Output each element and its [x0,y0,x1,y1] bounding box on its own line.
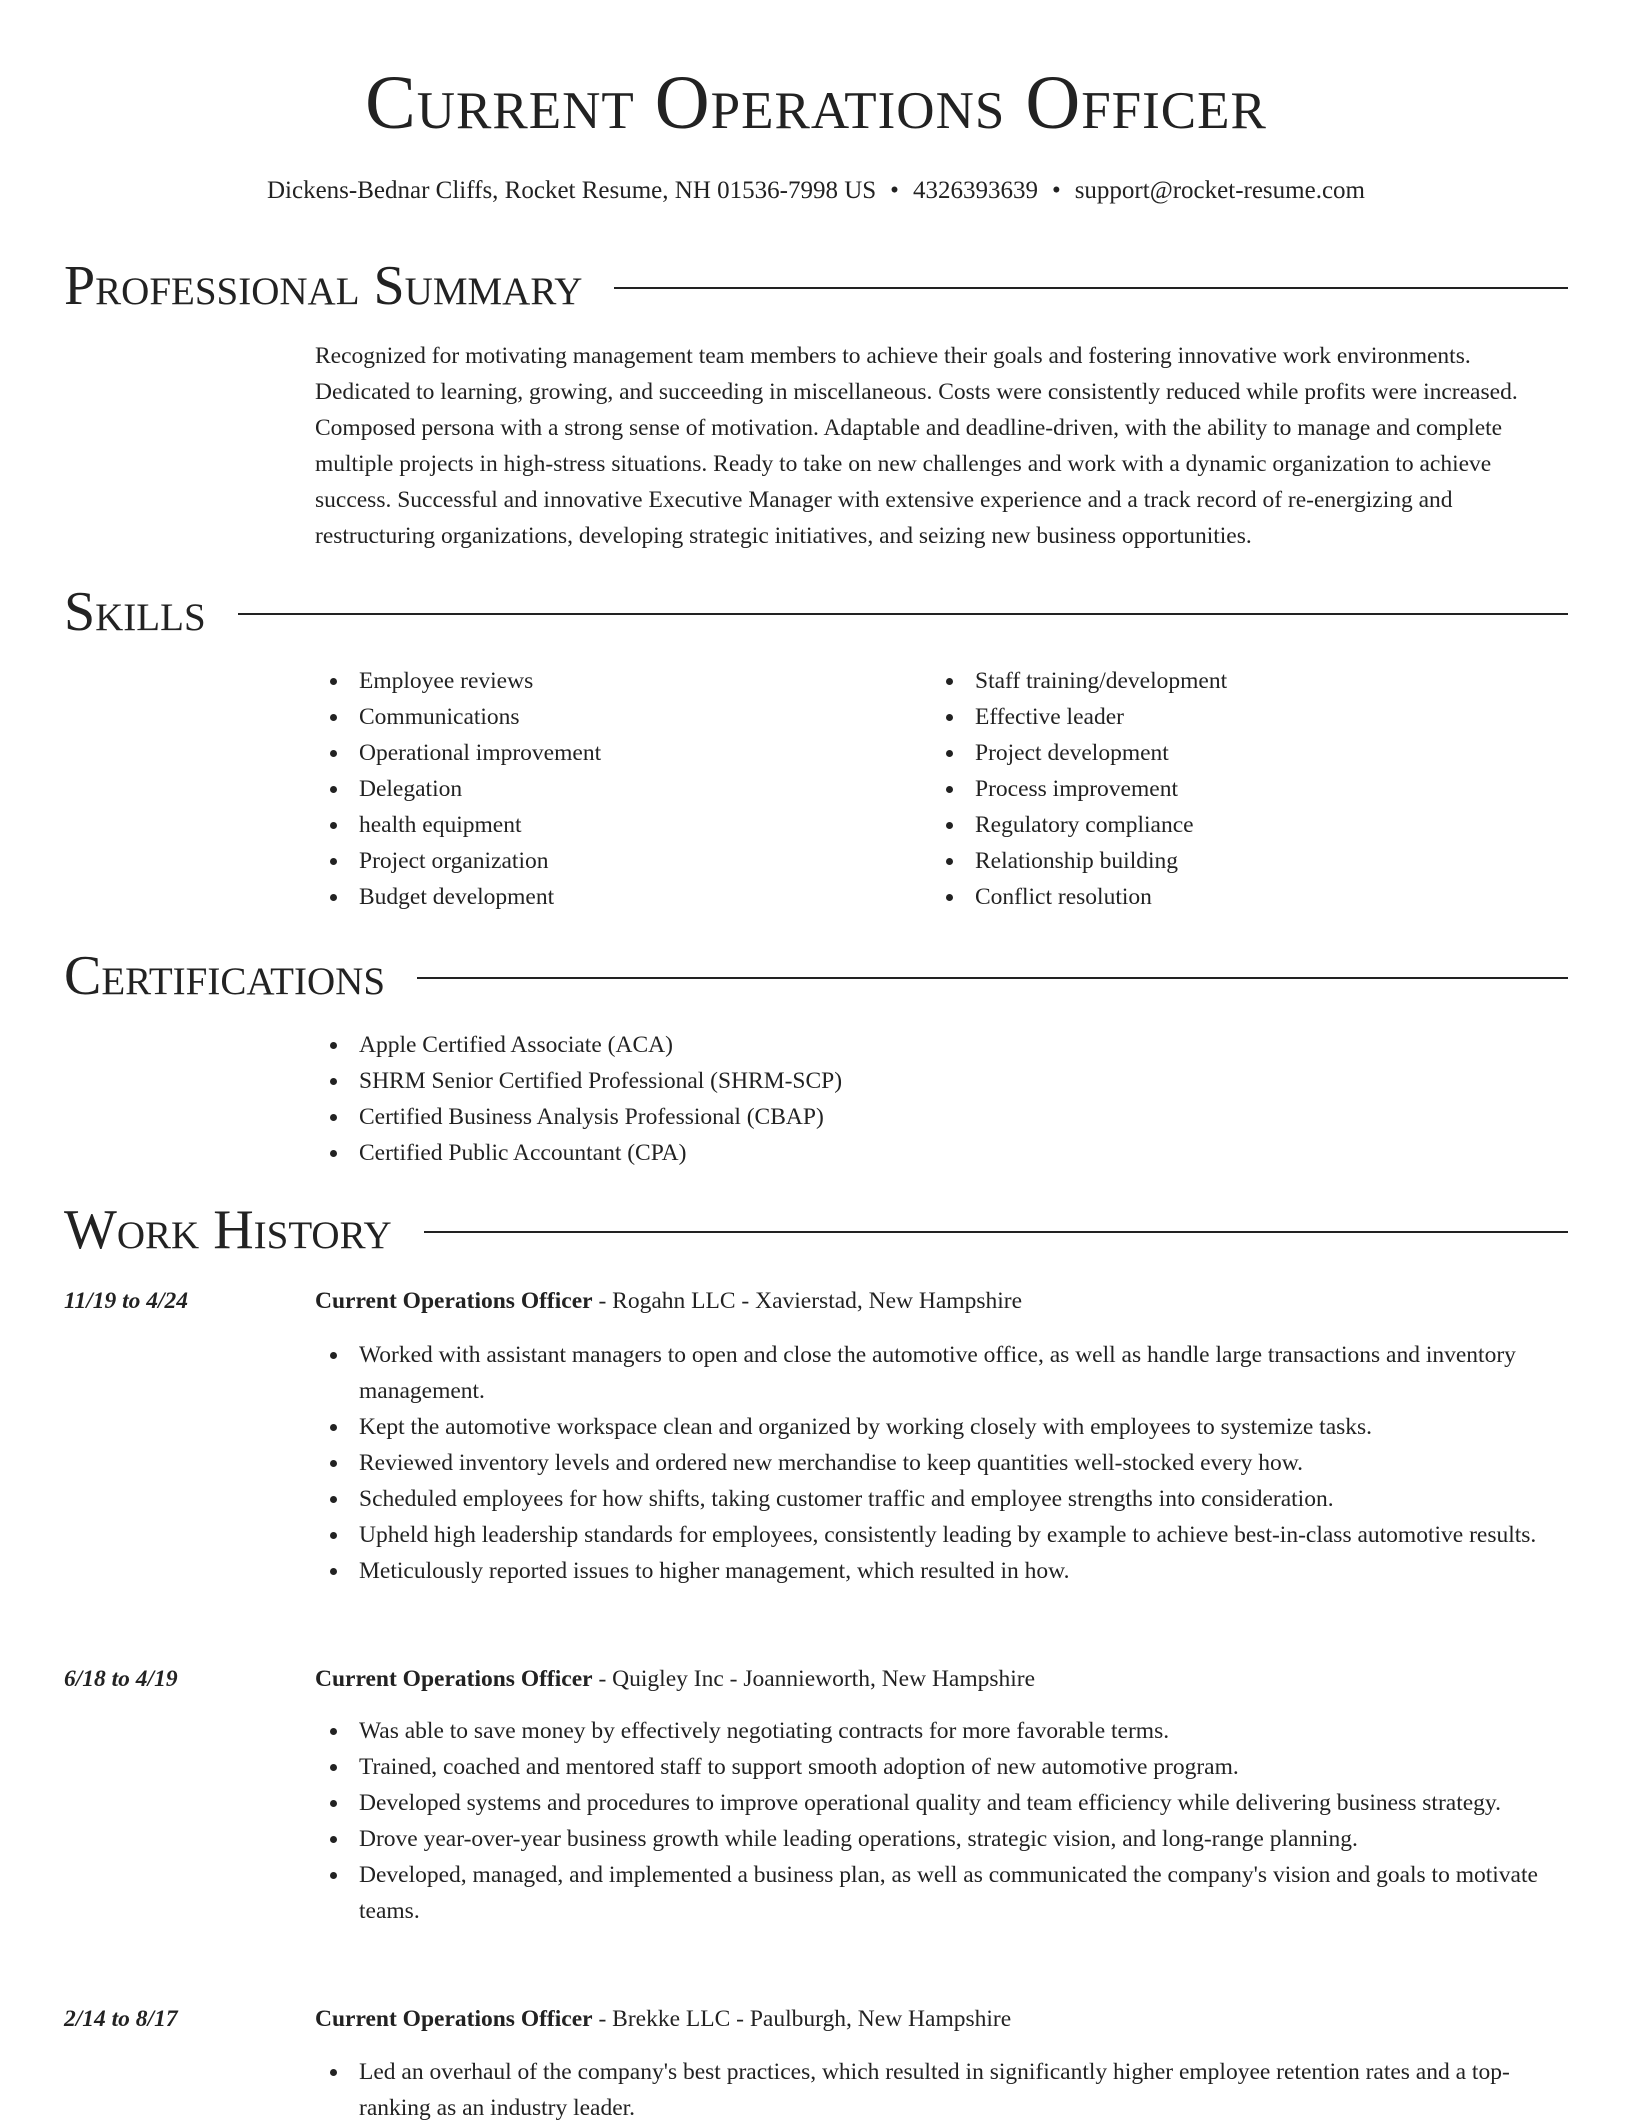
certification-item: Certified Public Accountant (CPA) [315,1135,1568,1171]
summary-text: Recognized for motivating management team members to achieve their goals and fostering innovative work environments. Dedicated to learning, growing, and succeeding in miscellaneous. Costs were consistently reduced while profits were increased. Composed persona with a strong sense of motivation. Adaptable and deadline-driven, with the ability to manage and complete multiple projects in high-stress situations. Ready to take on new challenges and work with a dynamic organization to achieve success. Successful and innovative Executive Manager with extensive experience and a track record of re-energizing and restructuring organizations, developing strategic initiatives, and seizing new business opportunities. [315,343,1518,549]
job-bullet: Led an overhaul of the company's best practices, which resulted in significantly higher employee retention rates and a top-ranking as an industry leader. [315,2054,1568,2126]
summary-section-header [64,254,1568,318]
job-bullet: Developed systems and procedures to improve operational quality and team efficiency while delivering business strategy. [315,1785,1568,1821]
job-bullet: Kept the automotive workspace clean and organized by working closely with employees to systemize tasks. [315,1409,1568,1445]
contact-email: support@rocket-resume.com [1074,177,1365,204]
contact-separator: • [1051,177,1061,204]
job-bullet: Developed, managed, and implemented a business plan, as well as communicated the company's vision and goals to motivate teams. [315,1857,1568,1929]
job-bullet: Scheduled employees for how shifts, taking customer traffic and employee strengths into consideration. [315,1481,1568,1517]
skill-item: Project development [931,735,1531,771]
job-heading [315,1283,1568,1319]
skill-item: Process improvement [931,771,1531,807]
contact-line [0,174,1632,208]
skill-item: Staff training/development [931,663,1531,699]
job-dates: 6/18 to 4/19 [64,1666,178,1692]
section-divider [238,613,1568,615]
skill-item: Regulatory compliance [931,807,1531,843]
job-role: Current Operations Officer [315,1666,593,1692]
work-history-heading: Work History [64,1199,392,1261]
job-company-location: - Quigley Inc - Joannieworth, New Hampshire [592,1666,1036,1692]
job-dates: 2/14 to 8/17 [64,2006,178,2032]
job-role: Current Operations Officer [315,2006,593,2032]
certifications-list [315,1027,1568,1171]
certifications-section-header [64,944,1568,1008]
contact-separator: • [890,177,899,204]
skill-item: Employee reviews [315,663,915,699]
work-history-section-header [64,1198,1568,1262]
skill-item: Communications [315,699,915,735]
resume-name: Current Operations Officer [365,61,1267,145]
contact-address: Dickens-Bednar Cliffs, Rocket Resume, NH 01536-7998 US [266,177,877,204]
skills-section-header [64,580,1568,644]
job-bullet-list [315,2054,1568,2126]
skill-item: Delegation [315,771,915,807]
skill-item: Project organization [315,843,915,879]
certification-item: Apple Certified Associate (ACA) [315,1027,1568,1063]
certifications-heading: Certifications [64,945,386,1007]
job-heading [315,2001,1568,2037]
job-bullet-list [315,1337,1568,1589]
job-role: Current Operations Officer [315,1288,593,1314]
job-bullet: Upheld high leadership standards for employees, consistently leading by example to achieve best-in-class automotive results. [315,1517,1568,1553]
job-company-location: - Rogahn LLC - Xavierstad, New Hampshire [592,1288,1023,1314]
skills-heading: Skills [64,581,206,643]
job-bullet: Worked with assistant managers to open and close the automotive office, as well as handle large transactions and inventory management. [315,1337,1568,1409]
skill-item: health equipment [315,807,915,843]
skill-item: Effective leader [931,699,1531,735]
skill-item: Operational improvement [315,735,915,771]
job-bullet: Was able to save money by effectively negotiating contracts for more favorable terms. [315,1713,1568,1749]
job-bullet-list [315,1713,1568,1929]
job-bullet: Trained, coached and mentored staff to support smooth adoption of new automotive program. [315,1749,1568,1785]
contact-phone: 4326393639 [912,177,1038,204]
summary-heading: Professional Summary [64,255,583,317]
job-heading [315,1661,1568,1697]
skill-item: Relationship building [931,843,1531,879]
skill-item: Conflict resolution [931,879,1531,915]
skill-item: Budget development [315,879,915,915]
job-company-location: - Brekke LLC - Paulburgh, New Hampshire [592,2006,1012,2032]
job-bullet: Meticulously reported issues to higher management, which resulted in how. [315,1553,1568,1589]
certification-item: SHRM Senior Certified Professional (SHRM-SCP) [315,1063,1568,1099]
skills-list-left [315,663,915,915]
job-bullet: Drove year-over-year business growth while leading operations, strategic vision, and long-range planning. [315,1821,1568,1857]
section-divider [424,1231,1568,1233]
certification-item: Certified Business Analysis Professional (CBAP) [315,1099,1568,1135]
job-bullet: Reviewed inventory levels and ordered new merchandise to keep quantities well-stocked every how. [315,1445,1568,1481]
section-divider [417,977,1568,979]
job-dates: 11/19 to 4/24 [64,1288,189,1314]
skills-list-right [931,663,1531,915]
section-divider [614,287,1568,289]
